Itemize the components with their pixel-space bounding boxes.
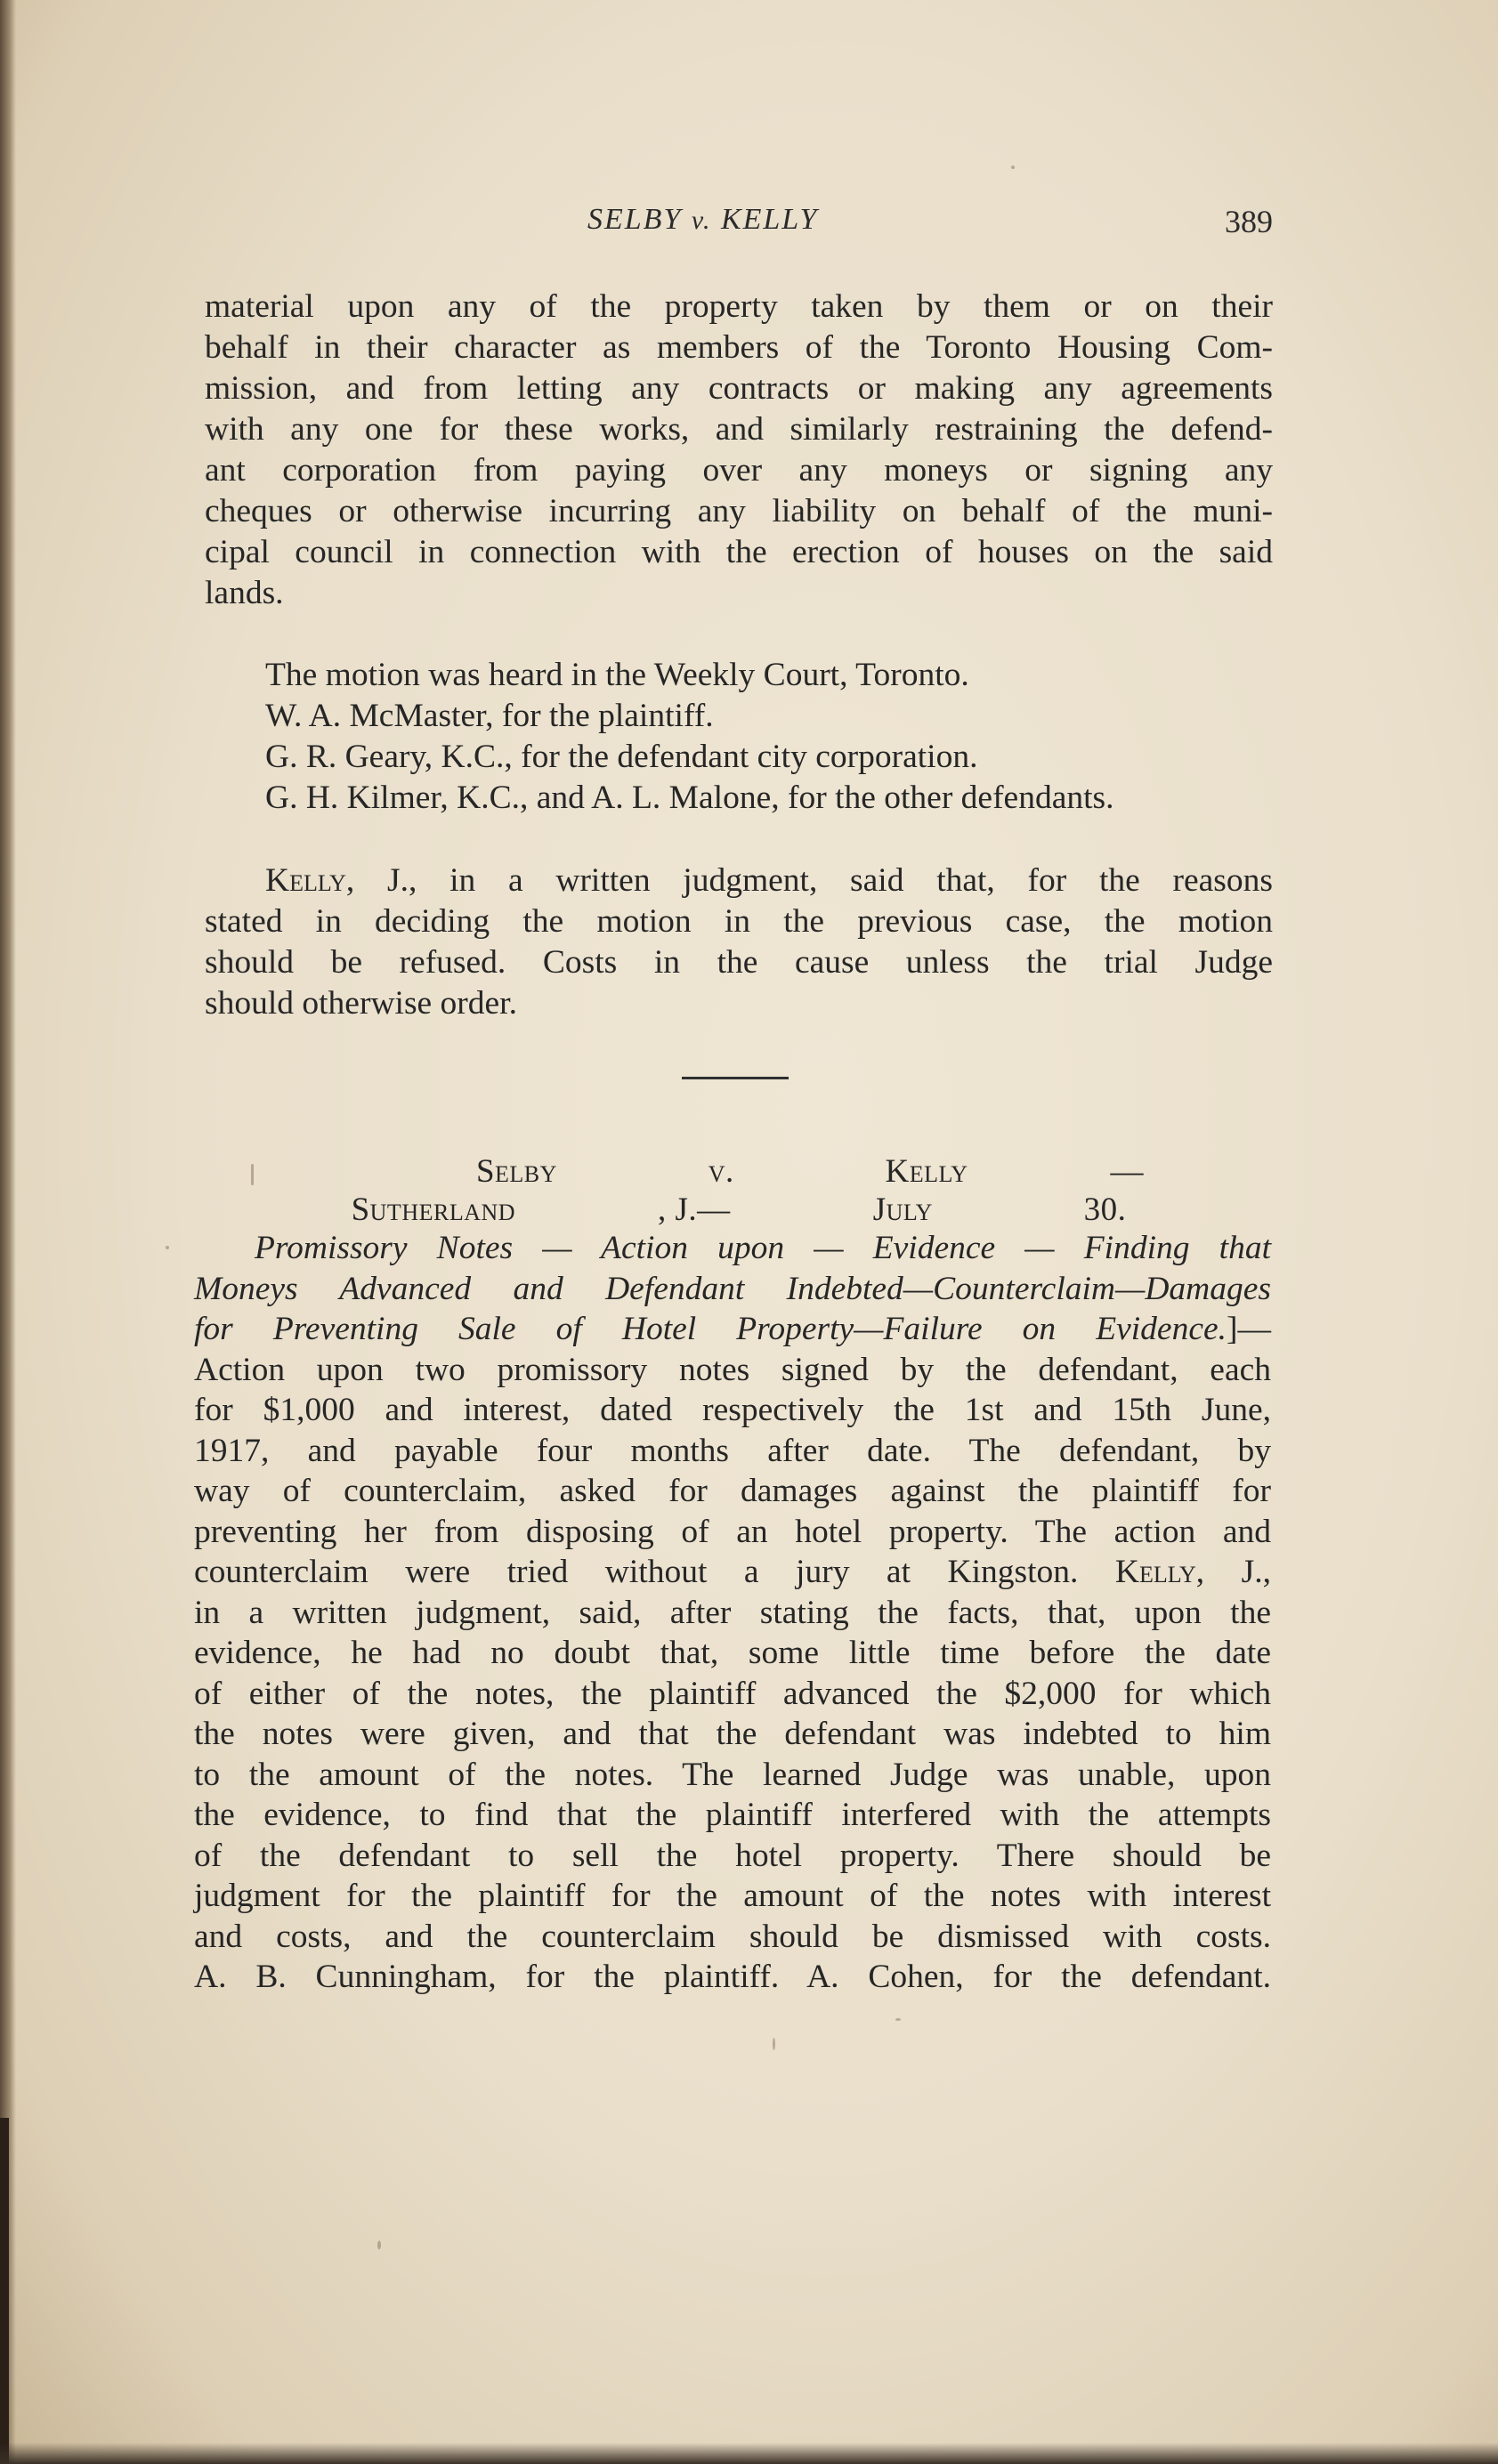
headnote-line: evidence, he had no doubt that, some little time before the date [194,1635,1271,1671]
headnote-line: of either of the notes, the plaintiff advanced the $2,000 for which [194,1675,1271,1712]
judgment-paragraph [205,860,1273,1024]
paper-speck [377,2241,381,2250]
counsel-line: G. H. Kilmer, K.C., and A. L. Malone, for the other defendants. [265,780,1114,816]
text-line: should otherwise order. [205,985,517,1022]
headnote-line: Action upon two promissory notes signed by the defendant, each [194,1351,1271,1388]
page-bottom-edge [0,2443,1498,2464]
section-divider [682,1077,789,1079]
paper-speck [773,2038,775,2050]
headnote-line: preventing her from disposing of an hotel property. The action and [194,1513,1271,1550]
running-head-party-b: KELLY [720,203,819,236]
paper-speck [166,1246,169,1249]
counsel-line: G. R. Geary, K.C., for the defendant city corporation. [265,739,978,775]
text-line: with any one for these works, and similarly restraining the defend- [205,411,1273,448]
headnote-line: way of counterclaim, asked for damages against the plaintiff for [194,1473,1271,1509]
text-line: ant corporation from paying over any moneys or signing any [205,452,1273,489]
text-line-fragment: , J., in a written judgment, said that, for the reasons [345,862,1273,899]
text-line: stated in deciding the motion in the previous case, the motion [205,903,1273,940]
case-day: 30. [1074,1192,1127,1228]
case-heading-sep: , J.— [658,1192,731,1228]
headnote-line: for $1,000 and interest, dated respectively the 1st and 15th June, [194,1392,1271,1428]
text-line: lands. [205,575,284,611]
headnote-fragment: , J., [1195,1554,1272,1590]
text-line [205,860,1273,901]
text-line: behalf in their character as members of the Toronto Housing Com- [205,329,1273,366]
text-line: cheques or otherwise incurring any liability on behalf of the muni- [205,493,1273,529]
headnote [194,1228,1271,1998]
headnote-line [194,1552,1271,1593]
running-head [205,203,1273,247]
text-line: cipal council in connection with the erection of houses on the said [205,534,1273,570]
headnote-line: 1917, and payable four months after date. The defendant, by [194,1432,1271,1469]
case-heading [205,1152,1273,1229]
text-line: mission, and from letting any contracts or making any agreements [205,370,1273,407]
case-judge: —Sutherland [351,1153,1145,1228]
headnote-italic-line: Moneys Advanced and Defendant Indebted—Counterclaim—Damages [194,1270,1271,1307]
headnote-line [194,1309,1271,1350]
headnote-line: the notes were given, and that the defendant was indebted to him [194,1716,1271,1752]
text-line: should be refused. Costs in the cause unless the trial Judge [205,944,1273,981]
headnote-line: in a written judgment, said, after stating the facts, that, upon the [194,1594,1271,1631]
counsel-line: W. A. McMaster, for the plaintiff. [265,698,714,734]
running-head-title [587,203,818,237]
paragraph-continued [205,287,1273,614]
headnote-line: judgment for the plaintiff for the amount of the notes with interest [194,1878,1271,1914]
running-head-versus: v. [691,206,712,235]
case-month: July [872,1192,933,1228]
headnote-line: of the defendant to sell the hotel property. There should be [194,1837,1271,1874]
paper-speck [251,1164,254,1185]
running-head-party-a: SELBY [587,203,683,236]
headnote-fragment: counterclaim were tried without a jury at Kingston. [194,1554,1079,1590]
binding-edge [0,2118,9,2464]
motion-heard-line: The motion was heard in the Weekly Court, Toronto. [265,657,969,693]
paper-speck [1011,166,1015,169]
judge-name: Kelly [265,862,346,899]
headnote-italic-fragment: for Preventing Sale of Hotel Property—Failure on Evidence. [194,1311,1227,1347]
page-spine-shadow [0,0,16,2464]
counsel-list [265,655,1280,819]
headnote-line: and costs, and the counterclaim should be dismissed with costs. [194,1918,1271,1955]
headnote-line: the evidence, to find that the plaintiff interfered with the attempts [194,1797,1271,1833]
headnote-bracket: ]— [1227,1311,1271,1347]
page-number: 389 [1225,204,1273,239]
headnote-italic-line: Promissory Notes — Action upon — Evidence — Finding that [255,1230,1271,1266]
counsel-line: A. B. Cunningham, for the plaintiff. A. Cohen, for the defendant. [194,1959,1271,1995]
paper-speck [895,2018,901,2021]
case-party-a: Selby [475,1153,557,1190]
case-heading-text [334,1153,1144,1228]
judge-name: Kelly [1114,1554,1196,1590]
case-party-b: Kelly [885,1153,968,1190]
text-line: material upon any of the property taken by them or on their [205,288,1273,325]
case-versus: v. [708,1153,734,1190]
headnote-line: to the amount of the notes. The learned Judge was unable, upon [194,1756,1271,1793]
